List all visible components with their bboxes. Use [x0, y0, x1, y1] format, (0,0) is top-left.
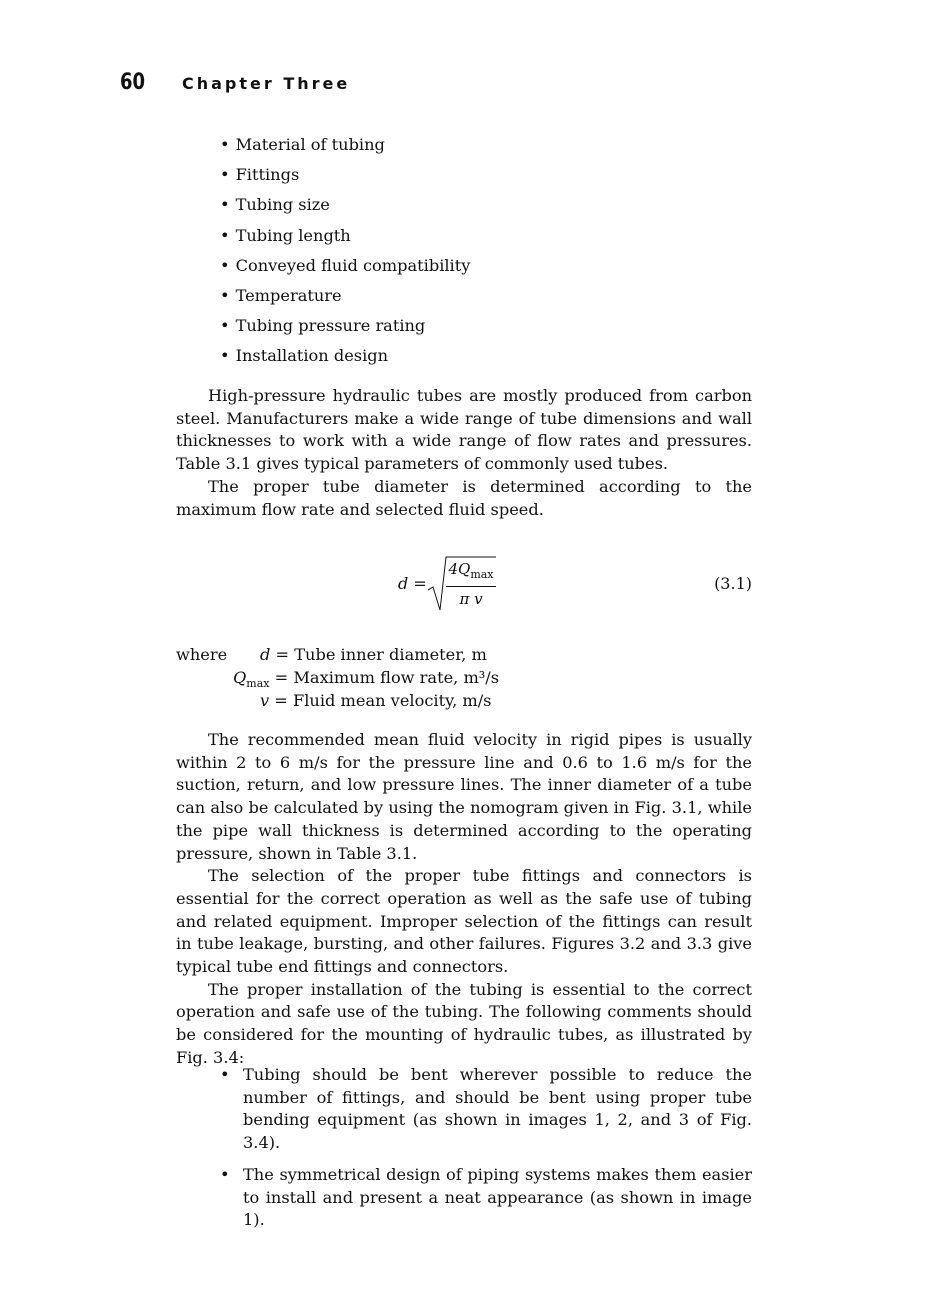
- list-item: • Conveyed fluid compatibility: [220, 254, 620, 284]
- factor-list: [220, 133, 620, 375]
- list-item: • Tubing pressure rating: [220, 314, 620, 344]
- list-item: • Tubing length: [220, 224, 620, 254]
- where-label: where: [176, 645, 228, 664]
- equation-3-1: [176, 552, 752, 614]
- list-item: • Temperature: [220, 284, 620, 314]
- definition-row: d = Tube inner diameter, m: [260, 645, 487, 664]
- equation-numerator: $4Q_{max}$: [448, 560, 494, 581]
- equation-denominator: π v: [459, 590, 483, 608]
- definition-row: v = Fluid mean velocity, m/s: [260, 691, 492, 710]
- definition-row: $Q_{max}$ = Maximum flow rate, m³/s: [233, 668, 500, 691]
- paragraph: High-pressure hydraulic tubes are mostly produced from carbon steel. Manufacturers make a wide range of tube dimensions and wall thicknesses to work with a wide range of flow rates and pressures. Table 3.1 gives typical parameters of commonly used tubes.: [176, 386, 752, 474]
- equation-lhs: d =: [398, 574, 427, 593]
- list-item: • Tubing should be bent wherever possible to reduce the number of fittings, and should be bent using proper tube bending equipment (as shown in images 1, 2, and 3 of Fig. 3.4).: [220, 1064, 752, 1155]
- chapter-title: Chapter Three: [182, 74, 351, 93]
- list-item: • Material of tubing: [220, 133, 620, 163]
- paragraph: The selection of the proper tube fittings and connectors is essential for the correct operation as well as the safe use of tubing and related equipment. Improper selection of the fittings can result in tube leakage, bursting, and other failures. Figures 3.2 and 3.3 give typical tube end fittings and connectors.: [176, 866, 752, 977]
- paragraph: The proper tube diameter is determined according to the maximum flow rate and selected fluid speed.: [176, 476, 752, 519]
- equation-number: (3.1): [714, 574, 752, 593]
- paragraph: The recommended mean fluid velocity in rigid pipes is usually within 2 to 6 m/s for the pressure line and 0.6 to 1.6 m/s for the suction, return, and low pressure lines. The inner diameter of a tube can also be calculated by using the nomogram given in Fig. 3.1, while the pipe wall thickness is determined according to the operating pressure, shown in Table 3.1.: [176, 730, 752, 863]
- equation-fraction: [446, 560, 496, 608]
- fraction-bar: [446, 586, 496, 587]
- list-item: • Installation design: [220, 344, 620, 374]
- body-text-main: [176, 729, 752, 1070]
- list-item: • The symmetrical design of piping systems makes them easier to install and present a neat appearance (as shown in image 1).: [220, 1164, 752, 1232]
- body-text-intro: [176, 385, 752, 521]
- paragraph: The proper installation of the tubing is essential to the correct operation and safe use of the tubing. The following comments should be considered for the mounting of hydraulic tubes, as illustrated by Fig. 3.4:: [176, 979, 752, 1067]
- page-number: 60: [120, 70, 146, 95]
- list-item: • Fittings: [220, 163, 620, 193]
- installation-list: [220, 1064, 752, 1241]
- list-item: • Tubing size: [220, 193, 620, 223]
